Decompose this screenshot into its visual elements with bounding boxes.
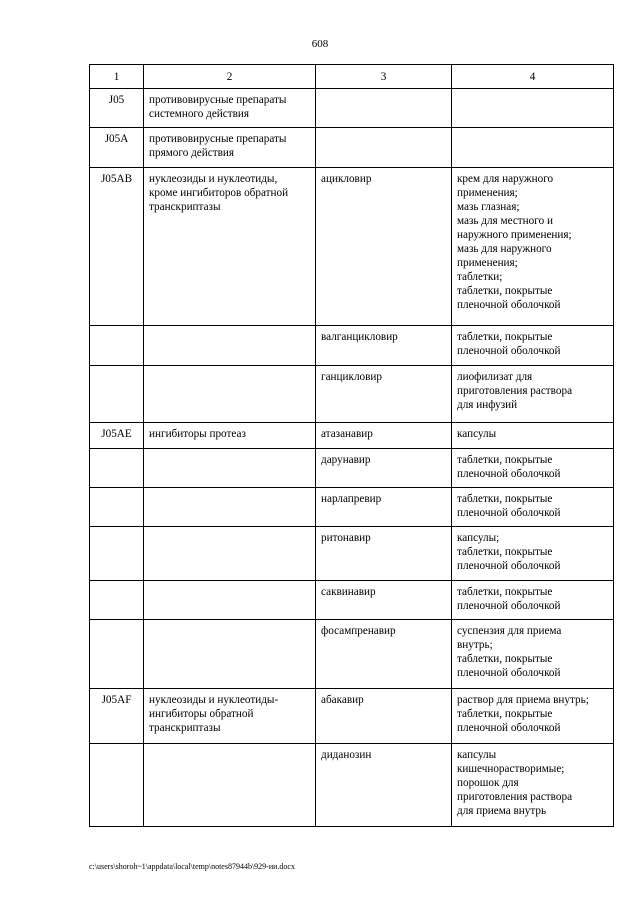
atc-code-cell	[90, 488, 144, 527]
table-header-row	[90, 65, 614, 89]
drug-table	[89, 64, 614, 827]
group-name-cell: нуклеозиды и нуклеотиды, кроме ингибиторов обратной транскриптазы	[144, 168, 316, 326]
dosage-form-cell	[452, 128, 614, 168]
table-row	[90, 89, 614, 128]
group-name-cell: ингибиторы протеаз	[144, 423, 316, 449]
group-name-cell	[144, 620, 316, 689]
group-name-cell	[144, 581, 316, 620]
atc-code-cell	[90, 326, 144, 366]
group-name-cell: противовирусные препараты прямого действия	[144, 128, 316, 168]
group-name-cell	[144, 449, 316, 488]
drug-name-cell: атазанавир	[316, 423, 452, 449]
dosage-form-cell: капсулы; таблетки, покрытые пленочной оболочкой	[452, 527, 614, 581]
dosage-form-cell: лиофилизат для приготовления раствора для инфузий	[452, 366, 614, 423]
drug-name-cell: абакавир	[316, 689, 452, 744]
column-header: 2	[144, 65, 316, 89]
table-row	[90, 689, 614, 744]
atc-code-cell: J05AF	[90, 689, 144, 744]
dosage-form-cell: таблетки, покрытые пленочной оболочкой	[452, 326, 614, 366]
atc-code-cell: J05	[90, 89, 144, 128]
dosage-form-cell: таблетки, покрытые пленочной оболочкой	[452, 449, 614, 488]
atc-code-cell	[90, 366, 144, 423]
table-row	[90, 449, 614, 488]
dosage-form-cell: раствор для приема внутрь; таблетки, покрытые пленочной оболочкой	[452, 689, 614, 744]
atc-code-cell	[90, 449, 144, 488]
table-row	[90, 488, 614, 527]
atc-code-cell	[90, 581, 144, 620]
atc-code-cell: J05A	[90, 128, 144, 168]
atc-code-cell	[90, 620, 144, 689]
group-name-cell	[144, 744, 316, 827]
dosage-form-cell: суспензия для приема внутрь; таблетки, покрытые пленочной оболочкой	[452, 620, 614, 689]
table-row	[90, 423, 614, 449]
column-header: 3	[316, 65, 452, 89]
dosage-form-cell: капсулы	[452, 423, 614, 449]
drug-name-cell: диданозин	[316, 744, 452, 827]
dosage-form-cell	[452, 89, 614, 128]
column-header: 1	[90, 65, 144, 89]
drug-name-cell: фосампренавир	[316, 620, 452, 689]
table-row	[90, 581, 614, 620]
drug-name-cell	[316, 128, 452, 168]
group-name-cell	[144, 527, 316, 581]
drug-name-cell: ацикловир	[316, 168, 452, 326]
atc-code-cell: J05AE	[90, 423, 144, 449]
table-row	[90, 128, 614, 168]
drug-name-cell: валганцикловир	[316, 326, 452, 366]
drug-name-cell: нарлапревир	[316, 488, 452, 527]
table-row	[90, 168, 614, 326]
dosage-form-cell: таблетки, покрытые пленочной оболочкой	[452, 488, 614, 527]
group-name-cell	[144, 366, 316, 423]
atc-code-cell	[90, 744, 144, 827]
drug-name-cell	[316, 89, 452, 128]
table-row	[90, 620, 614, 689]
atc-code-cell	[90, 527, 144, 581]
group-name-cell: противовирусные препараты системного действия	[144, 89, 316, 128]
table-row	[90, 527, 614, 581]
dosage-form-cell: крем для наружного применения; мазь глазная; мазь для местного и наружного применения; мазь для наружного применения; таблетки; таблетки, покрытые пленочной оболочкой	[452, 168, 614, 326]
column-header: 4	[452, 65, 614, 89]
table-row	[90, 744, 614, 827]
table-row	[90, 366, 614, 423]
footer-file-path: c:\users\shoroh~1\appdata\local\temp\notes87944b\929-ии.docx	[89, 862, 295, 871]
group-name-cell	[144, 488, 316, 527]
group-name-cell: нуклеозиды и нуклеотиды- ингибиторы обратной транскриптазы	[144, 689, 316, 744]
page-number: 608	[311, 38, 329, 50]
drug-name-cell: саквинавир	[316, 581, 452, 620]
table-row	[90, 326, 614, 366]
drug-name-cell: ганцикловир	[316, 366, 452, 423]
dosage-form-cell: таблетки, покрытые пленочной оболочкой	[452, 581, 614, 620]
atc-code-cell: J05AB	[90, 168, 144, 326]
group-name-cell	[144, 326, 316, 366]
dosage-form-cell: капсулы кишечнорастворимые; порошок для приготовления раствора для приема внутрь	[452, 744, 614, 827]
drug-name-cell: дарунавир	[316, 449, 452, 488]
drug-name-cell: ритонавир	[316, 527, 452, 581]
